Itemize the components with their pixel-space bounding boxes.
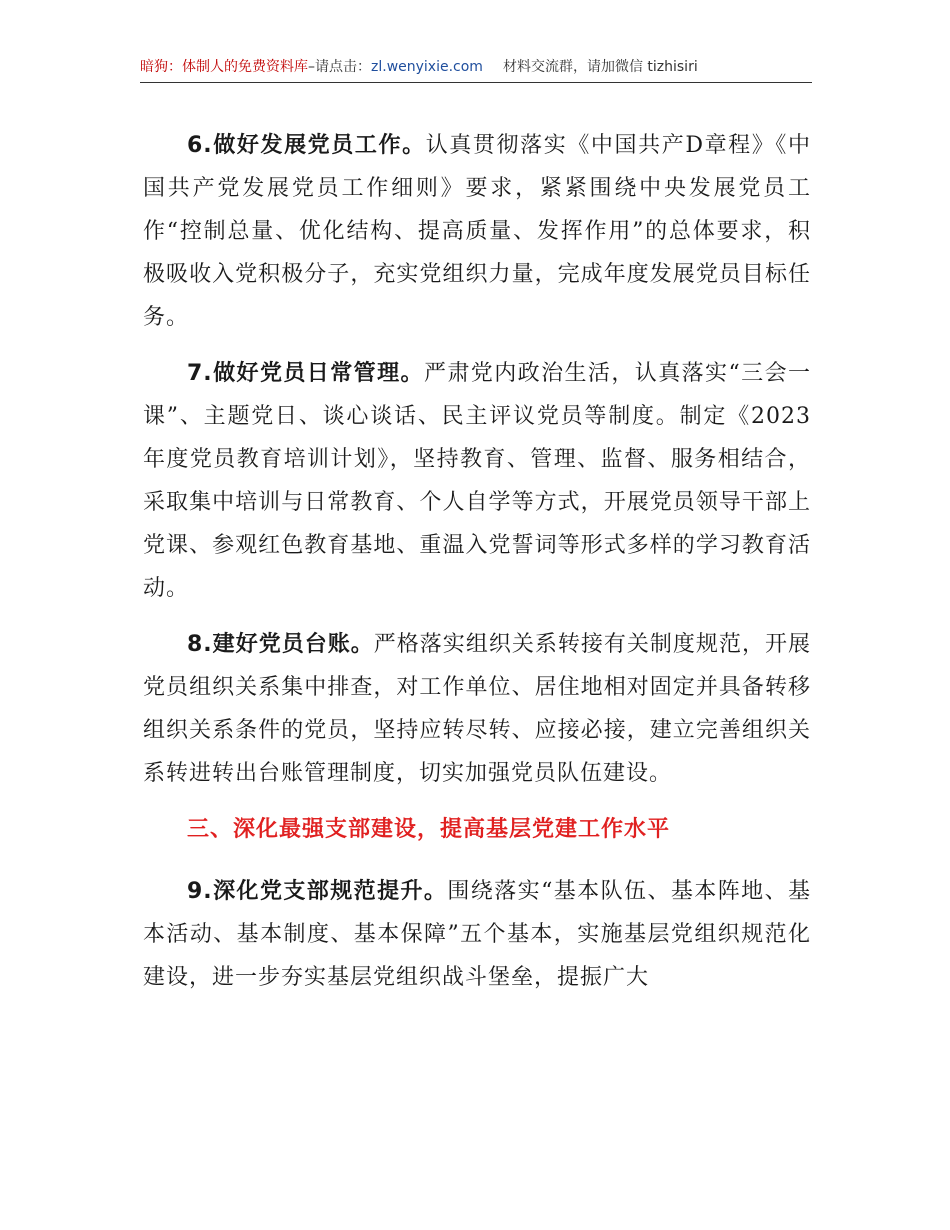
page-header [140, 56, 812, 83]
paragraph-6-body: 认真贯彻落实《中国共产D章程》《中国共产党发展党员工作细则》要求，紧紧围绕中央发展党员工作“控制总量、优化结构、提高质量、发挥作用”的总体要求，积极吸收入党积极分子，充实党组织力量，完成年度发展党员目标任务。 [143, 133, 811, 330]
paragraph-8 [143, 623, 811, 795]
header-url-link[interactable]: zl.wenyixie.com [371, 59, 483, 75]
paragraph-9 [143, 870, 811, 999]
paragraph-6 [143, 124, 811, 339]
paragraph-9-heading: 9.深化党支部规范提升。 [187, 879, 448, 904]
header-click-prompt: –请点击： [308, 59, 371, 75]
header-wechat-note: 材料交流群，请加微信 tizhisiri [502, 59, 698, 75]
document-body [143, 124, 811, 1012]
paragraph-8-heading: 8.建好党员台账。 [187, 632, 374, 657]
header-brand: 暗狗：体制人的免费资料库 [140, 59, 308, 75]
paragraph-8-body: 严格落实组织关系转接有关制度规范，开展党员组织关系集中排查，对工作单位、居住地相对固定并具备转移组织关系条件的党员，坚持应转尽转、应接必接，建立完善组织关系转进转出台账管理制度，切实加强党员队伍建设。 [143, 632, 811, 786]
paragraph-7-heading: 7.做好党员日常管理。 [187, 361, 424, 386]
paragraph-7 [143, 352, 811, 610]
section-heading: 三、深化最强支部建设，提高基层党建工作水平 [187, 817, 671, 842]
paragraph-9-body: 围绕落实“基本队伍、基本阵地、基本活动、基本制度、基本保障”五个基本，实施基层党组织规范化建设，进一步夯实基层党组织战斗堡垒，提振广大 [143, 879, 811, 990]
paragraph-6-heading: 6.做好发展党员工作。 [187, 133, 426, 158]
paragraph-7-body: 严肃党内政治生活，认真落实“三会一课”、主题党日、谈心谈话、民主评议党员等制度。制定《2023年度党员教育培训计划》，坚持教育、管理、监督、服务相结合，采取集中培训与日常教育、个人自学等方式，开展党员领导干部上党课、参观红色教育基地、重温入党誓词等形式多样的学习教育活动。 [143, 361, 812, 601]
